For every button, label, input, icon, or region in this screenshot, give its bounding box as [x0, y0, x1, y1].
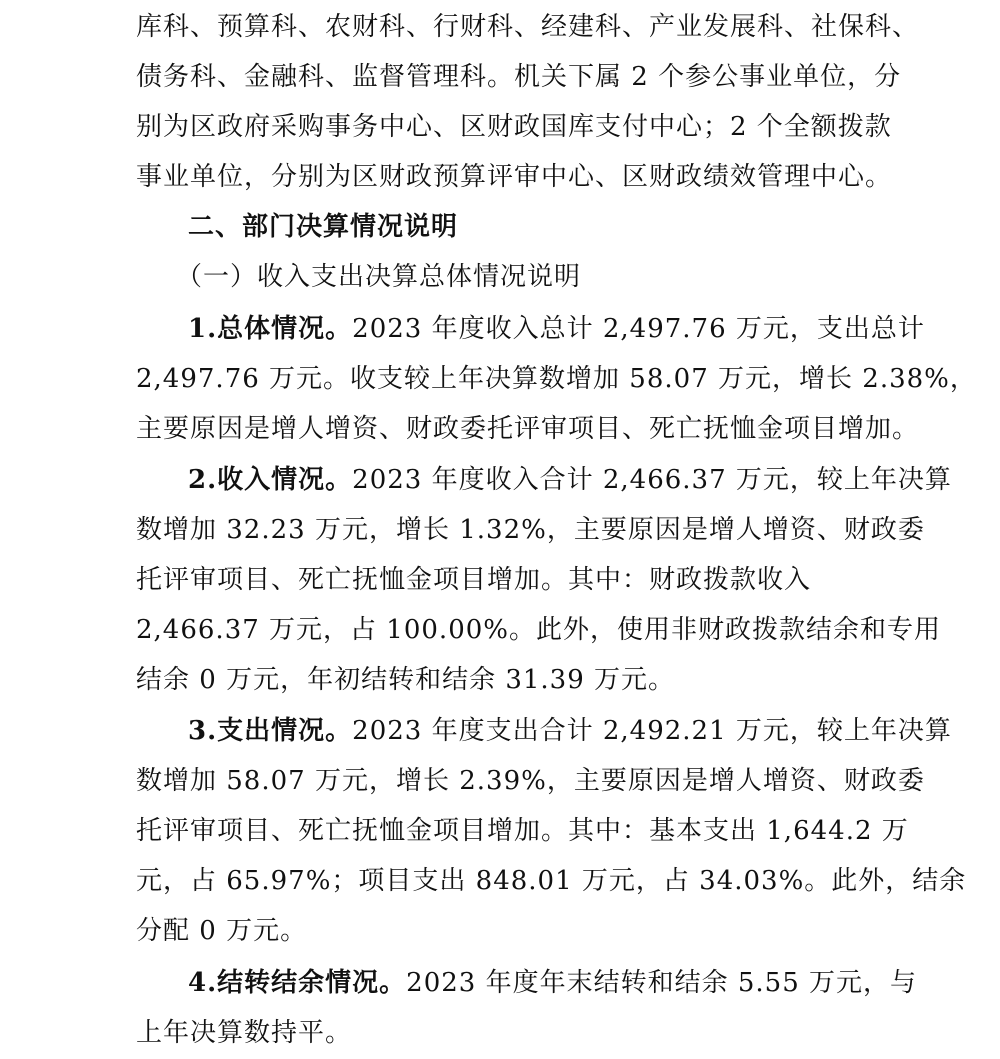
- section-heading: 二、部门决算情况说明: [188, 212, 459, 242]
- paragraph-2-lead: 2.收入情况。: [188, 465, 353, 495]
- paragraph-2-line-5: 结余 0 万元，年初结转和结余 31.39 万元。: [136, 665, 676, 695]
- intro-line-4: 事业单位，分别为区财政预算评审中心、区财政绩效管理中心。: [136, 162, 893, 192]
- paragraph-3-text-1: 2023 年度支出合计 2,492.21 万元，较上年决算: [352, 716, 952, 746]
- subsection-heading: （一）收入支出决算总体情况说明: [176, 262, 582, 292]
- paragraph-1-lead: 1.总体情况。: [188, 314, 353, 344]
- paragraph-3-line-1: [188, 706, 1000, 756]
- paragraph-4-line-1: [188, 958, 1000, 1008]
- intro-line-2: 债务科、金融科、监督管理科。机关下属 2 个参公事业单位，分: [136, 62, 902, 92]
- paragraph-1-line-1: [188, 304, 1000, 354]
- paragraph-4-line-2: 上年决算数持平。: [136, 1018, 353, 1048]
- paragraph-3-line-5: 分配 0 万元。: [136, 916, 308, 946]
- paragraph-3-line-3: 托评审项目、死亡抚恤金项目增加。其中：基本支出 1,644.2 万: [136, 816, 909, 846]
- paragraph-2-line-1: [188, 455, 1000, 505]
- intro-line-1: 库科、预算科、农财科、行财科、经建科、产业发展科、社保科、: [136, 12, 920, 42]
- paragraph-2-line-4: 2,466.37 万元，占 100.00%。此外，使用非财政拨款结余和专用: [136, 615, 941, 645]
- paragraph-3-line-2: 数增加 58.07 万元，增长 2.39%，主要原因是增人增资、财政委: [136, 766, 925, 796]
- intro-line-3: 别为区政府采购事务中心、区财政国库支付中心；2 个全额拨款: [136, 112, 892, 142]
- paragraph-2-line-2: 数增加 32.23 万元，增长 1.32%，主要原因是增人增资、财政委: [136, 515, 925, 545]
- paragraph-3-lead: 3.支出情况。: [188, 716, 353, 746]
- paragraph-3-line-4: 元，占 65.97%；项目支出 848.01 万元，占 34.03%。此外，结余: [136, 866, 967, 896]
- paragraph-4-lead: 4.结转结余情况。: [188, 968, 407, 998]
- paragraph-1-text-1: 2023 年度收入总计 2,497.76 万元，支出总计: [352, 314, 925, 344]
- paragraph-1-line-3: 主要原因是增人增资、财政委托评审项目、死亡抚恤金项目增加。: [136, 414, 920, 444]
- paragraph-4-text-1: 2023 年度年末结转和结余 5.55 万元，与: [406, 968, 918, 998]
- paragraph-2-line-3: 托评审项目、死亡抚恤金项目增加。其中：财政拨款收入: [136, 565, 812, 595]
- paragraph-1-line-2: 2,497.76 万元。收支较上年决算数增加 58.07 万元，增长 2.38%，: [136, 364, 977, 394]
- paragraph-2-text-1: 2023 年度收入合计 2,466.37 万元，较上年决算: [352, 465, 952, 495]
